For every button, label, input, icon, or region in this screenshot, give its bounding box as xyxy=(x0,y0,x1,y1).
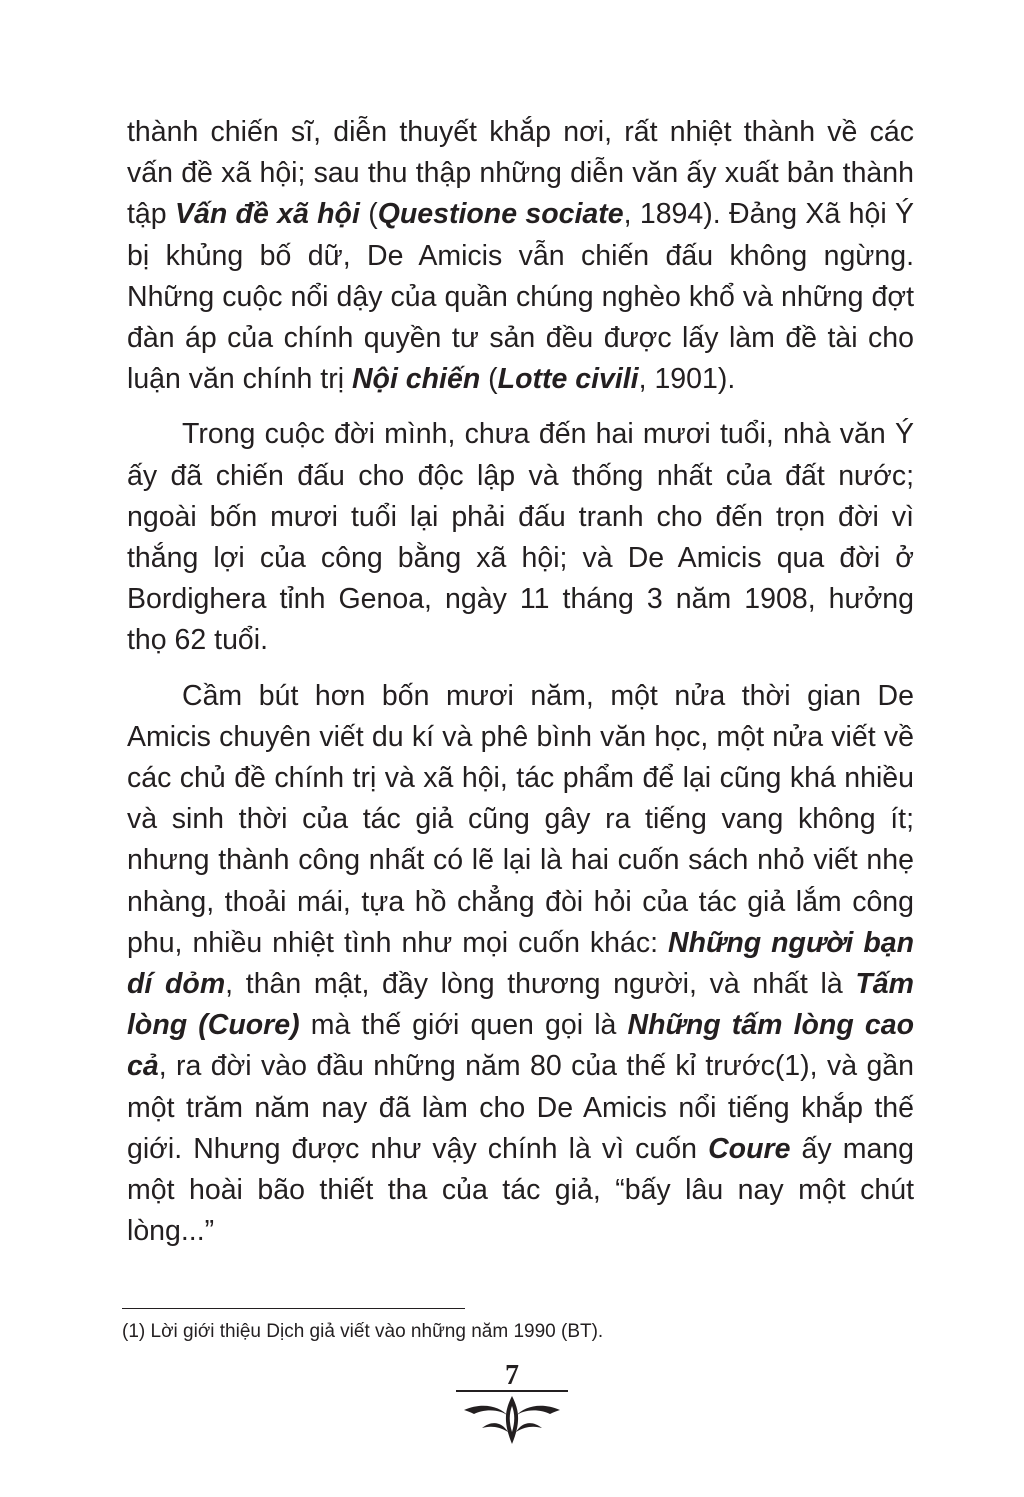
book-title-run: Questione sociate xyxy=(377,198,624,231)
footnote-separator xyxy=(122,1308,465,1309)
paragraph xyxy=(127,676,914,1253)
text-run: , 1901). xyxy=(638,363,736,396)
book-title-run: Vấn đề xã hội xyxy=(174,198,360,231)
book-title-run: Những tấm lòng cao cả xyxy=(127,1009,914,1083)
text-run: ấy mang một hoài bão thiết tha của tác giả, “bấy lâu nay một chút lòng...” xyxy=(127,1132,915,1248)
text-run: ( xyxy=(480,363,498,396)
text-run: , 1894). Đảng Xã hội Ý bị khủng bố dữ, De Amicis vẫn chiến đấu không ngừng. Những cuộc nổi dậy của quần chúng nghèo khổ và những đợt đàn áp của chính quyền tư sản đều được lấy làm đề tài cho luận văn chính trị xyxy=(127,198,914,396)
text-run: thành chiến sĩ, diễn thuyết khắp nơi, rất nhiệt thành về các vấn đề xã hội; sau thu thập những diễn văn ấy xuất bản thành tập xyxy=(127,116,914,231)
book-title-run: Coure xyxy=(708,1132,791,1165)
text-run: , ra đời vào đầu những năm 80 của thế kỉ trước(1), và gần một trăm năm nay đã làm cho De Amicis nổi tiếng khắp thế giới. Nhưng được như vậy chính là vì cuốn xyxy=(127,1050,914,1165)
book-title-run: Những người bạn dí dỏm xyxy=(127,926,914,1001)
body-text xyxy=(127,112,914,1266)
book-title-run: Tấm lòng (Cuore) xyxy=(127,968,914,1042)
footnote: (1) Lời giới thiệu Dịch giả viết vào những năm 1990 (BT). xyxy=(122,1321,604,1342)
text-run: Cầm bút hơn bốn mươi năm, một nửa thời gian De Amicis chuyên viết du kí và phê bình văn học, một nửa viết về các chủ đề chính trị và xã hội, tác phẩm để lại cũng khá nhiều và sinh thời của tác giả cũng gây ra tiếng vang không ít; nhưng thành công nhất có lẽ lại là hai cuốn sách nhỏ viết nhẹ nhàng, thoải mái, tựa hồ chẳng đòi hỏi của tác giả lắm công phu, nhiều nhiệt tình như mọi cuốn khác: xyxy=(127,679,914,959)
book-title-run: Nội chiến xyxy=(351,363,481,396)
book-title-run: Lotte civili xyxy=(497,363,639,396)
flourish-ornament-icon xyxy=(452,1388,572,1448)
text-run: , thân mật, đầy lòng thương người, và nhất là xyxy=(225,968,856,1001)
paragraph xyxy=(127,112,914,400)
text-run: mà thế giới quen gọi là xyxy=(299,1009,628,1042)
page-number: 7 xyxy=(505,1360,519,1391)
paragraph xyxy=(127,414,914,661)
text-run: Trong cuộc đời mình, chưa đến hai mươi tuổi, nhà văn Ý ấy đã chiến đấu cho độc lập và thống nhất của đất nước; ngoài bốn mươi tuổi lại phải đấu tranh cho đến trọn đời vì thắng lợi của công bằng xã hội; và De Amicis qua đời ở Bordighera tỉnh Genoa, ngày 11 tháng 3 năm 1908, hưởng thọ 62 tuổi. xyxy=(127,418,914,657)
text-run: ( xyxy=(359,198,378,231)
